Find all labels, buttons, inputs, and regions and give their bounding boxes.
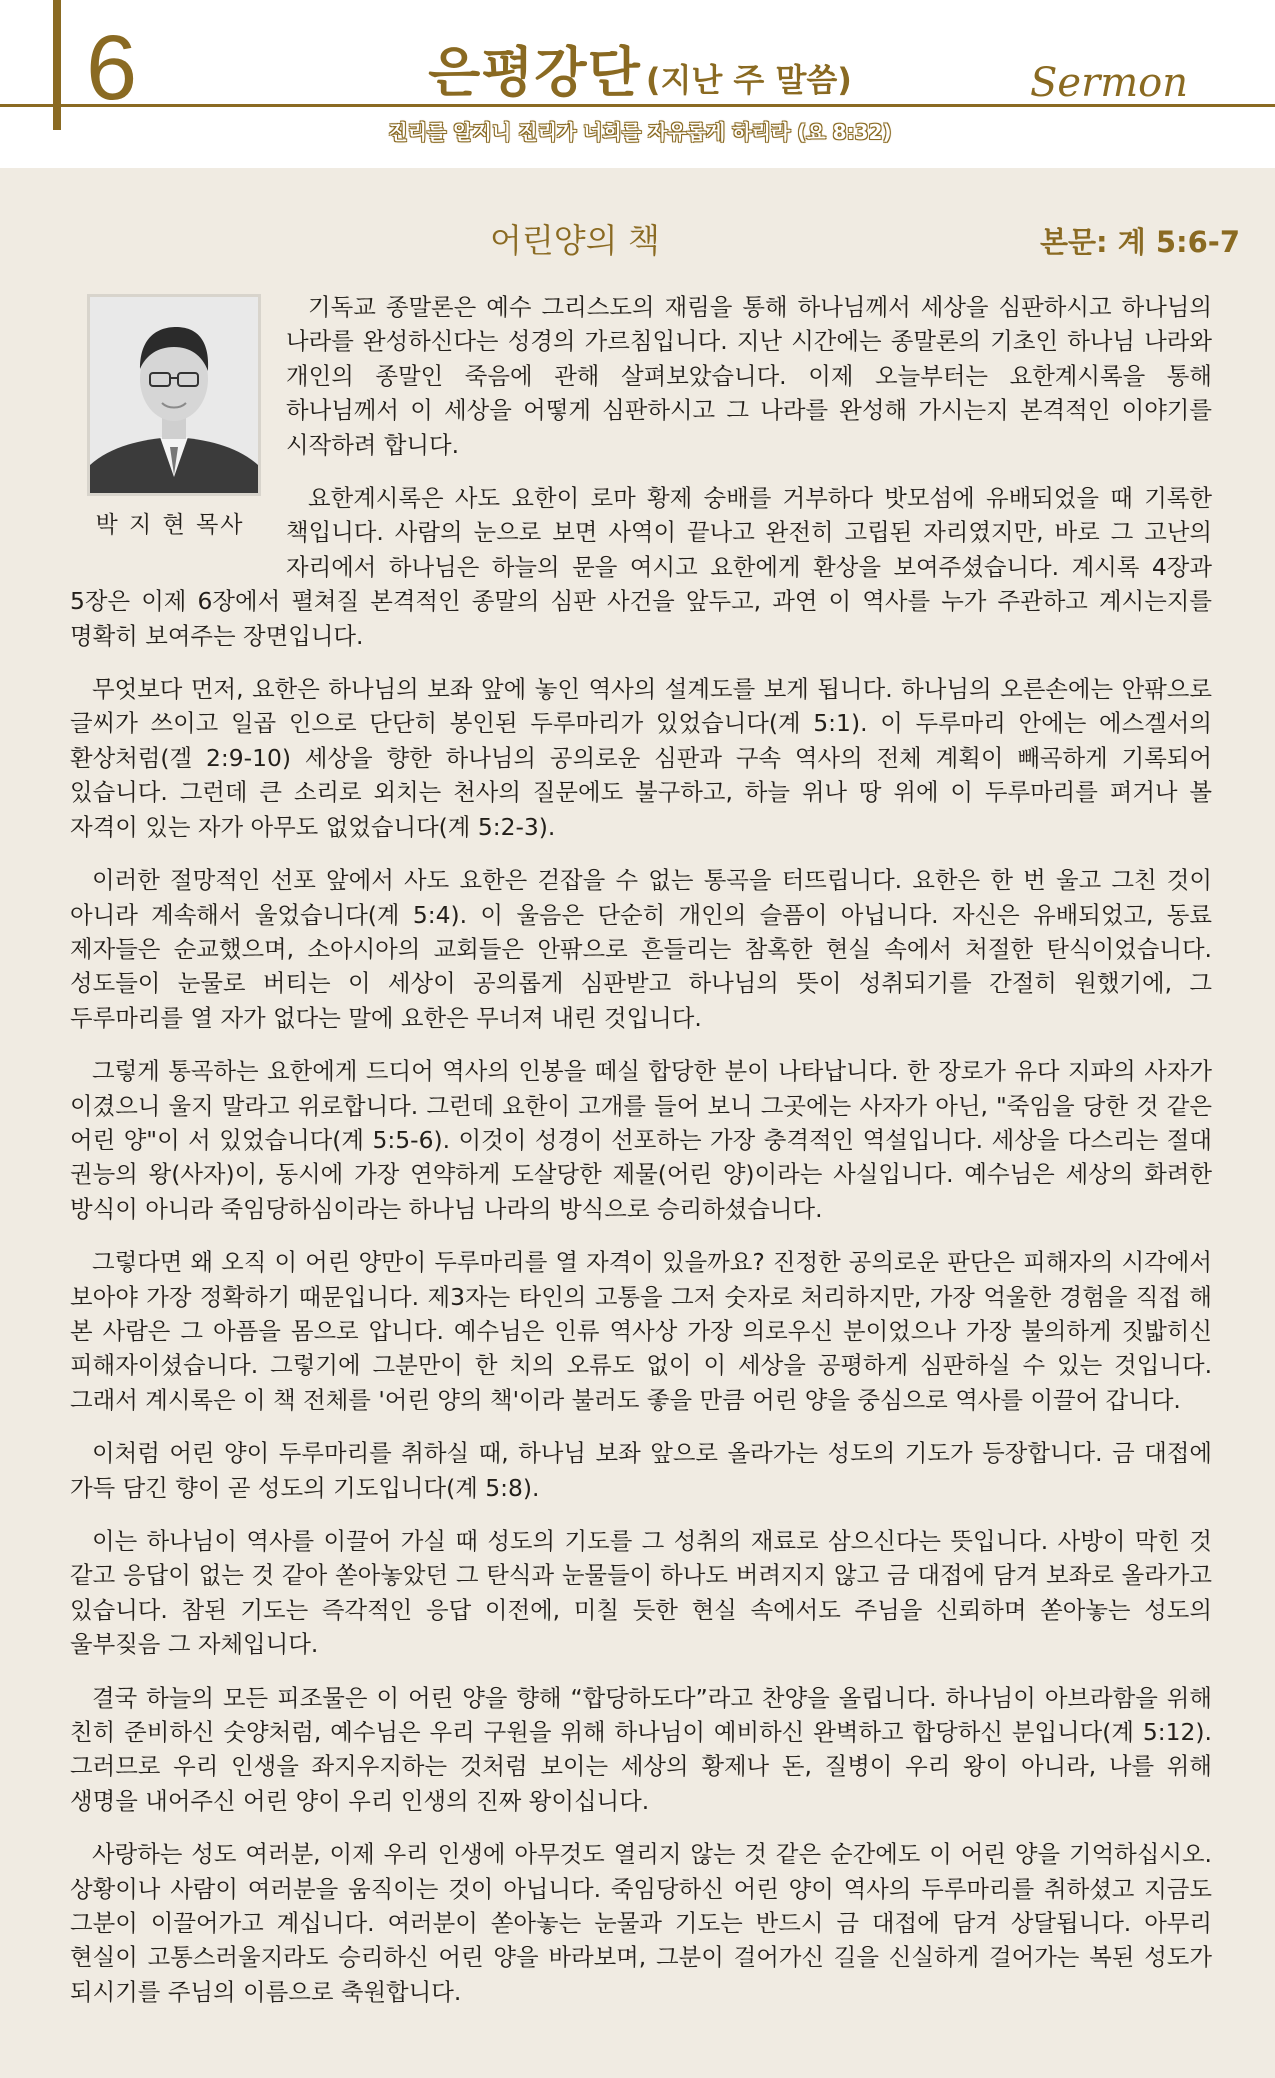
paragraph: 무엇보다 먼저, 요한은 하나님의 보좌 앞에 놓인 역사의 설계도를 보게 됩니다. 하나님의 오른손에는 안팎으로 글씨가 쓰이고 일곱 인으로 단단히 봉인된 두루마리가 있었습니다(계 5:1). 이 두루마리 안에는 에스겔서의 환상처럼(겔 2:9-10) 세상을 향한 하나님의 공의로운 심판과 구속 역사의 전체 계획이 빼곡하게 기록되어 있습니다. 그런데 큰 소리로 외치는 천사의 질문에도 불구하고, 하늘 위나 땅 위에 이 두루마리를 펴거나 볼 자격이 있는 자가 아무도 없었습니다(계 5:2-3). xyxy=(70,675,1212,841)
header-accent-bar xyxy=(53,0,61,130)
scripture-reference: 본문: 계 5:6-7 xyxy=(1040,225,1240,259)
page-title xyxy=(340,30,940,107)
pastor-photo-block xyxy=(70,290,280,550)
paragraph: 이는 하나님이 역사를 이끌어 가실 때 성도의 기도를 그 성취의 재료로 삼으신다는 뜻입니다. 사방이 막힌 것 같고 응답이 없는 것 같아 쏟아놓았던 그 탄식과 눈물들이 하나도 버려지지 않고 금 대접에 담겨 보좌로 올라가고 있습니다. 참된 기도는 즉각적인 응답 이전에, 미칠 듯한 현실 속에서도 주님을 신뢰하며 쏟아놓는 성도의 울부짖음 그 자체입니다. xyxy=(70,1527,1212,1659)
page-number: 6 xyxy=(86,17,138,119)
paragraph: 이처럼 어린 양이 두루마리를 취하실 때, 하나님 보좌 앞으로 올라가는 성도의 기도가 등장합니다. 금 대접에 가득 담긴 향이 곧 성도의 기도입니다(계 5:8). xyxy=(70,1439,1212,1502)
page-title-sub: (지난 주 말씀) xyxy=(645,61,852,99)
paragraph: 그렇다면 왜 오직 이 어린 양만이 두루마리를 열 자격이 있을까요? 진정한 공의로운 판단은 피해자의 시각에서 보아야 가장 정확하기 때문입니다. 제3자는 타인의 고통을 그저 숫자로 처리하지만, 가장 억울한 경험을 직접 해 본 사람은 그 아픔을 몸으로 압니다. 예수님은 인류 역사상 가장 의로우신 분이었으나 가장 불의하게 짓밟히신 피해자이셨습니다. 그렇기에 그분만이 한 치의 오류도 없이 이 세상을 공평하게 심판하실 수 있는 것입니다. 그래서 계시록은 이 책 전체를 '어린 양의 책'이라 불러도 좋을 만큼 어린 양을 중심으로 역사를 이끌어 갑니다. xyxy=(70,1248,1212,1414)
pastor-name: 박 지 현 목사 xyxy=(95,512,245,538)
sermon-body xyxy=(70,290,1212,2028)
paragraph: 이러한 절망적인 선포 앞에서 사도 요한은 걷잡을 수 없는 통곡을 터뜨립니다. 요한은 한 번 울고 그친 것이 아니라 계속해서 울었습니다(계 5:4). 이 울음은 단순히 개인의 슬픔이 아닙니다. 자신은 유배되었고, 동료 제자들은 순교했으며, 소아시아의 교회들은 안팎으로 흔들리는 참혹한 현실 속에서 처절한 탄식이었습니다. 성도들이 눈물로 버티는 이 세상이 공의롭게 심판받고 하나님의 뜻이 성취되기를 간절히 원했기에, 그 두루마리를 열 자가 없다는 말에 요한은 무너져 내린 것입니다. xyxy=(70,866,1212,1032)
pastor-portrait-icon xyxy=(90,297,258,493)
paragraph: 그렇게 통곡하는 요한에게 드디어 역사의 인봉을 떼실 합당한 분이 나타납니다. 한 장로가 유다 지파의 사자가 이겼으니 울지 말라고 위로합니다. 그런데 요한이 고개를 들어 보니 그곳에는 사자가 아닌, "죽임을 당한 것 같은 어린 양"이 서 있었습니다(계 5:5-6). 이것이 성경이 선포하는 가장 충격적인 역설입니다. 세상을 다스리는 절대 권능의 왕(사자)이, 동시에 가장 연약하게 도살당한 제물(어린 양)이라는 사실입니다. 예수님은 세상의 화려한 방식이 아니라 죽임당하심이라는 하나님 나라의 방식으로 승리하셨습니다. xyxy=(70,1057,1212,1223)
pastor-photo xyxy=(87,294,261,496)
sermon-title: 어린양의 책 xyxy=(490,221,660,260)
page-title-main: 은평강단 xyxy=(428,41,641,104)
paragraph: 기독교 종말론은 예수 그리스도의 재림을 통해 하나님께서 세상을 심판하시고 하나님의 나라를 완성하신다는 성경의 가르침입니다. 지난 시간에는 종말론의 기초인 하나님 나라와 개인의 종말인 죽음에 관해 살펴보았습니다. 이제 오늘부터는 요한계시록을 통해 하나님께서 이 세상을 어떻게 심판하시고 그 나라를 완성해 가시는지 본격적인 이야기를 시작하려 합니다. xyxy=(286,293,1212,459)
paragraph: 결국 하늘의 모든 피조물은 이 어린 양을 향해 “합당하도다”라고 찬양을 올립니다. 하나님이 아브라함을 위해 친히 준비하신 숫양처럼, 예수님은 우리 구원을 위해 하나님이 예비하신 완벽하고 합당하신 분입니다(계 5:12). 그러므로 우리 인생을 좌지우지하는 것처럼 보이는 세상의 황제나 돈, 질병이 우리 왕이 아니라, 나를 위해 생명을 내어주신 어린 양이 우리 인생의 진짜 왕이십니다. xyxy=(70,1683,1212,1815)
verse-banner: 진리를 알지니 진리가 너희를 자유롭게 하리라 (요 8:32) xyxy=(388,120,892,144)
section-label: Sermon xyxy=(1030,60,1188,106)
paragraph: 사랑하는 성도 여러분, 이제 우리 인생에 아무것도 열리지 않는 것 같은 순간에도 이 어린 양을 기억하십시오. 상황이나 사람이 여러분을 움직이는 것이 아닙니다. 죽임당하신 어린 양이 역사의 두루마리를 취하셨고 지금도 그분이 이끌어가고 계십니다. 여러분이 쏟아놓는 눈물과 기도는 반드시 금 대접에 담겨 상달됩니다. 아무리 현실이 고통스러울지라도 승리하신 어린 양을 바라보며, 그분이 걸어가신 길을 신실하게 걸어가는 복된 성도가 되시기를 주님의 이름으로 축원합니다. xyxy=(70,1840,1212,2006)
paragraph: 요한계시록은 사도 요한이 로마 황제 숭배를 거부하다 밧모섬에 유배되었을 때 기록한 책입니다. 사람의 눈으로 보면 사역이 끝나고 완전히 고립된 자리였지만, 바로 그 고난의 자리에서 하나님은 하늘의 문을 여시고 요한에게 환상을 보여주셨습니다. 계시록 4장과 5장은 이제 6장에서 펼쳐질 본격적인 종말의 심판 사건을 앞두고, 과연 이 역사를 누가 주관하고 계시는지를 명확히 보여주는 장면입니다. xyxy=(70,484,1212,650)
